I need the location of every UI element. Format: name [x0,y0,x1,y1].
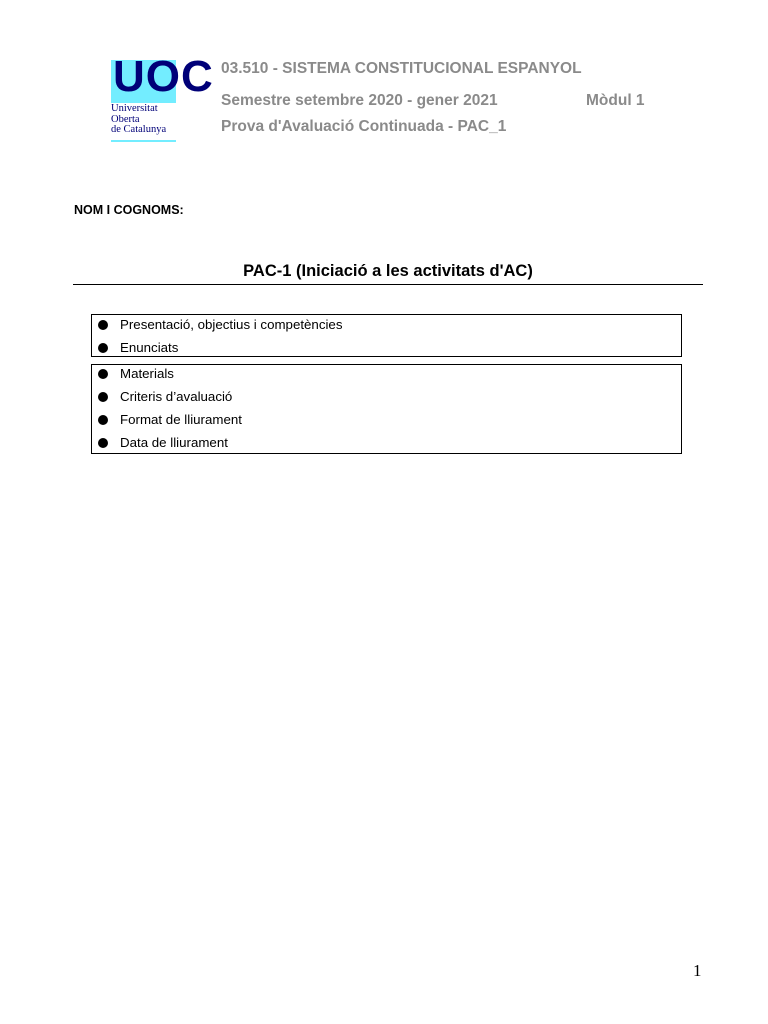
uoc-logo-line-3: de Catalunya [111,124,167,135]
list-item-label: Materials [120,366,174,381]
bullet-icon [98,415,108,425]
uoc-logo-letters: UOC [113,52,214,101]
section-box-1 [91,314,682,357]
uoc-logo-line-2: Oberta [111,113,140,125]
semester-label: Semestre setembre 2020 - gener 2021 [221,92,498,109]
uoc-logo-text [111,104,181,136]
uoc-logo-line-1: Universitat [111,103,158,114]
page-number: 1 [693,961,702,980]
bullet-icon [98,438,108,448]
uoc-logo [111,52,214,144]
list-item-label: Data de lliurament [120,435,228,450]
list-item-label: Criteris d’avaluació [120,389,233,404]
bullet-icon [98,369,108,379]
list-item-label: Presentació, objectius i competències [120,317,343,332]
module-label: Mòdul 1 [586,92,645,109]
list-item-label: Enunciats [120,340,179,355]
document-title: PAC-1 (Iniciació a les activitats d'AC) [243,262,533,280]
section-box-2 [91,364,682,454]
uoc-logo-block [111,52,214,103]
bullet-icon [98,343,108,353]
name-label: NOM I COGNOMS: [74,203,184,217]
bullet-icon [98,392,108,402]
test-label: Prova d'Avaluació Continuada - PAC_1 [221,118,507,135]
bullet-icon [98,320,108,330]
uoc-logo-underline [111,140,176,142]
list-item-label: Format de lliurament [120,412,242,427]
course-title: 03.510 - SISTEMA CONSTITUCIONAL ESPANYOL [221,60,582,77]
title-divider [73,284,703,285]
